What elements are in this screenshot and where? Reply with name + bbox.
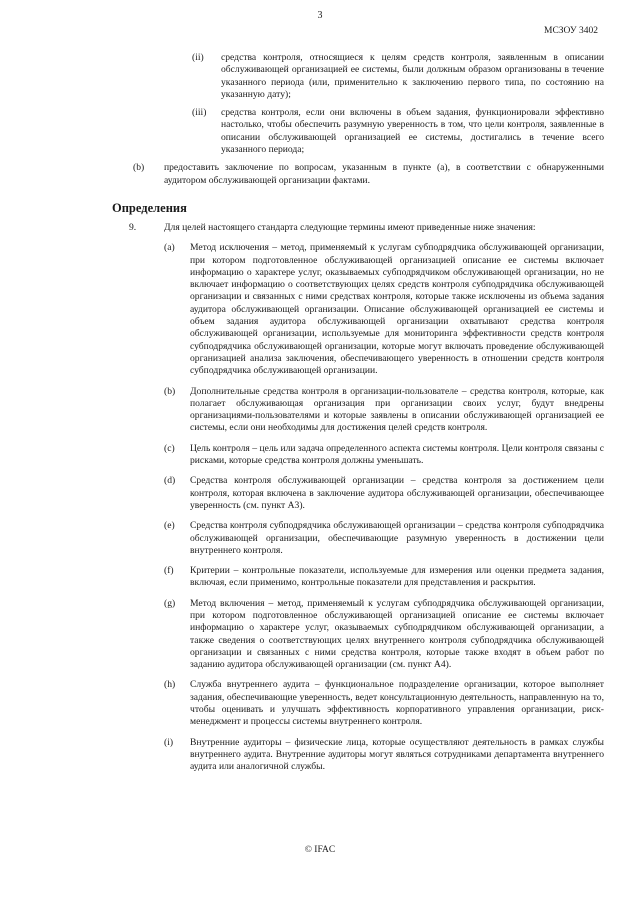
definition-text: Цель контроля – цель или задача определенного аспекта системы контроля. Цели контроля связаны с рисками, которые средства контроля должны уменьшать. [190, 442, 604, 467]
definition-item [0, 475, 640, 512]
list-item [0, 162, 640, 187]
sub-item-label: (ii) [192, 52, 204, 63]
definition-label: (d) [164, 475, 176, 487]
sub-item-text: средства контроля, относящиеся к целям средств контроля, заявленным в описании обслуживающей организацией ее системы, были должным образом организованы в течение указанного периода (или, применительно к заключению первого типа, по состоянию на указанную дату); [221, 52, 604, 100]
definition-text: Средства контроля обслуживающей организации – средства контроля за достижением цели контроля, которая включена в заключение аудитора обслуживающей организации, обеспечивающее уверенность (см. пункт А3). [190, 475, 604, 511]
definition-text: Внутренние аудиторы – физические лица, которые осуществляют деятельность в рамках службы внутреннего аудита. Внутренние аудиторы могут являться сотрудниками департамента внутреннего аудита или аналогичной службы. [190, 736, 604, 773]
definition-text: Метод включения – метод, применяемый к услугам субподрядчика обслуживающей организации, при котором подготовленное обслуживающей организацией описание ее системы включает информацию о характере услуг, оказываемых субподрядчиком обслуживающей организации, а также сведения о соответствующих целях внутреннего контроля субподрядчика обслуживающей организации и связанных с ними средства контроля, которые также входят в объем работ по заданию аудитора обслуживающей организации (см. пункт А4). [190, 597, 604, 671]
definition-label: (h) [164, 679, 176, 691]
definition-text: Дополнительные средства контроля в организации-пользователе – средства контроля, которые, как полагает обслуживающая организация при организации своих услуг, будут внедрены организациями-пользователями и которые заявлены в описании обслуживающей организацией ее системы, если они необходимы для достижения целей средств контроля. [190, 385, 604, 434]
section-heading: Определения [112, 200, 187, 215]
sub-item [0, 107, 640, 156]
definition-item [0, 565, 640, 590]
sub-item [0, 52, 640, 101]
definition-label: (e) [164, 520, 175, 532]
definition-item [0, 737, 640, 774]
definition-item [0, 386, 640, 435]
definition-label: (a) [164, 242, 175, 254]
definition-label: (b) [164, 385, 176, 397]
definition-label: (f) [164, 565, 174, 577]
definition-item [0, 598, 640, 672]
definition-item [0, 443, 640, 468]
paragraph-number: 9. [129, 221, 137, 233]
definition-label: (i) [164, 736, 174, 748]
page-body [0, 52, 640, 782]
definition-item [0, 520, 640, 557]
numbered-paragraph [0, 222, 640, 234]
definition-item [0, 242, 640, 377]
definition-label: (g) [164, 597, 176, 609]
page-number: 3 [317, 10, 323, 21]
definition-text: Средства контроля субподрядчика обслуживающей организации – средства контроля субподрядчика обслуживающей организации, обеспечивающие разумную уверенность в достижении цели внутреннего контроля. [190, 520, 604, 556]
paragraph-text: Для целей настоящего стандарта следующие термины имеют приведенные ниже значения: [164, 221, 536, 233]
list-item-label: (b) [133, 162, 145, 174]
definition-text: Метод исключения – метод, применяемый к услугам субподрядчика обслуживающей организации, при котором подготовленное обслуживающей организацией описание ее системы включает информацию о характере услуг, оказываемых субподрядчиком обслуживающей организации, но не включает информацию о соответствующих целях средств контроля субподрядчика обслуживающей организации и связанных с ними средствах контроля, которые также исключены из объема задания аудитора обслуживающей организации. Описание обслуживающей организацией ее системы и объем задания аудитора обслуживающей организации охватывают средства контроля обслуживающей организации, используемые для мониторинга эффективности средств контроля субподрядчика обслуживающей организации, которые могут включать проведение обслуживающей организацией анализа заключения, обеспечивающего уверенность в отношении средств контроля субподрядчика обслуживающей организации. [190, 242, 604, 377]
list-item-text: предоставить заключение по вопросам, указанным в пункте (a), в соответствии с обнаруженными аудитором обслуживающей организации фактами. [164, 162, 604, 186]
document-code: МСЗОУ 3402 [544, 26, 598, 36]
sub-item-text: средства контроля, если они включены в объем задания, функционировали эффективно настолько, чтобы обеспечить разумную уверенность в том, что цели контроля, заявленные в описании обслуживающей организацией ее системы, достигались в течение всего указанного периода; [221, 107, 604, 156]
definition-label: (c) [164, 442, 175, 454]
copyright-footer: © IFAC [304, 845, 336, 855]
sub-item-label: (iii) [192, 107, 207, 119]
definition-text: Критерии – контрольные показатели, используемые для измерения или оценки предмета задания, включая, если применимо, контрольные показатели для представления и раскрытия. [190, 565, 604, 589]
definition-text: Служба внутреннего аудита – функциональное подразделение организации, которое выполняет задания, обеспечивающие уверенность, ведет консультационную деятельность, направленную на то, чтобы оценивать и улучшать эффективность корпоративного управления организации, риск-менеджмент и процессы системы внутреннего контроля. [190, 679, 604, 728]
definition-item [0, 679, 640, 728]
